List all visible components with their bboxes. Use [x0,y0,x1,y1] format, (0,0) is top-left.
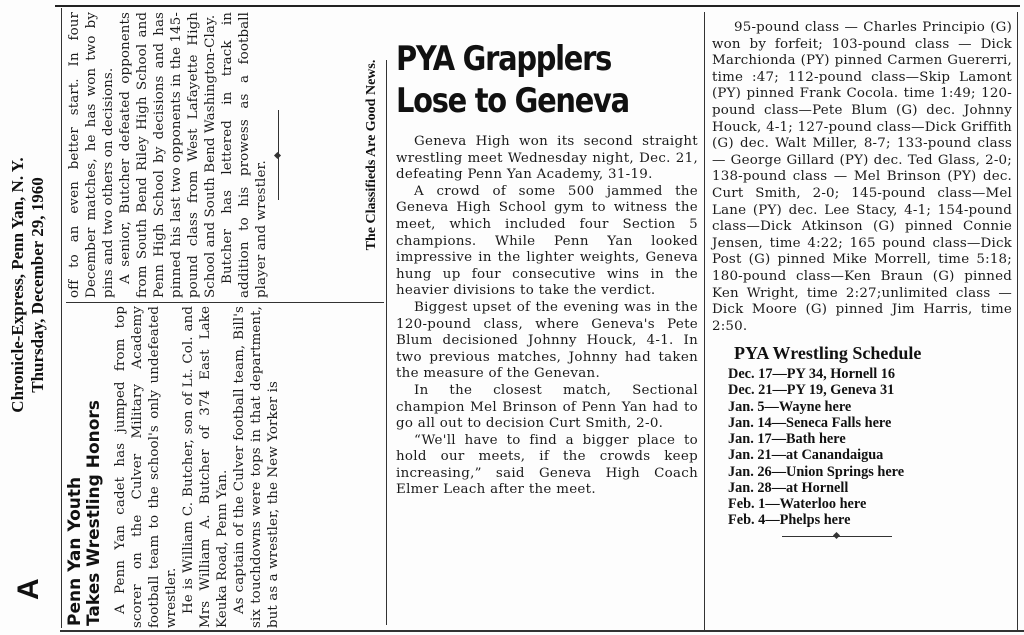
schedule-list [712,366,1012,528]
dateline-date: Thursday, December 29, 1960 [28,177,47,393]
schedule-item: Jan. 5—Wayne here [728,398,852,415]
schedule-item: Jan. 26—Union Springs here [728,463,905,480]
column-rule-dateline [61,8,62,628]
article-left-paragraph: He is William C. Butcher, son of Lt. Col. and Mrs William A. Butcher of 374 East Lake Keuka Road, Penn Yan. [181,306,230,628]
headline-line-1: Penn Yan Youth [65,476,85,626]
article-left-paragraph: Butcher has lettered in track in addition to his prowess as a football player and wrestler. [220,12,269,298]
article-left-paragraph: A Penn Yan cadet has jumped from top scorer on the Culver Military Academy football team to the school's only undefeated wrestler. [113,306,179,628]
page-letter: A [12,578,45,600]
schedule-item: Jan. 14—Seneca Falls here [728,414,892,431]
article-main-paragraph: Biggest upset of the evening was in the 120-pound class, where Geneva's Pete Blum decisioned Johnny Houck, 4-1. In two previous matches, Johnny had taken the measure of the Genevan. [396,299,698,382]
column-rule-left [386,60,387,625]
headline-line-2: Takes Wrestling Honors [84,400,104,626]
article-left-paragraph: As captain of the Culver football team, Bill's six touchdowns were tops in that department, but as a wrestler, the New Yorker is [232,306,281,628]
article-main-paragraph: “We'll have to find a bigger place to hold our meets, if the crowds keep increasing,” said Geneva High Coach Elmer Leach after the meet. [396,432,698,498]
article-left-inner-rule [66,302,384,303]
schedule-item: Dec. 17—PY 34, Hornell 16 [728,366,896,383]
article-left-paragraph: A senior, Butcher defeated opponents from South Bend Riley High School and Penn High School by decisions and has pinned his last two opponents in the 145-pound class from West Lafayette High School and South Bend Washington-Clay. [118,12,218,298]
schedule-item: Feb. 1—Waterloo here [728,495,867,512]
page-edge-rule [1017,12,1018,630]
article-main-headline [396,38,702,122]
article-left-column-1 [66,306,384,628]
article-left-headline [66,306,104,626]
article-main-paragraph: A crowd of some 500 jammed the Geneva High School gym to witness the meet, which included four Section 5 champions. While Penn Yan looked impressive in the lighter weights, Geneva hung up four consecutive wins in the heavier divisions to take the verdict. [396,183,698,299]
dateline-publication: Chronicle-Express, Penn Yan, N. Y. [8,157,27,413]
results-column [712,20,1012,537]
article-left-column-2 [66,12,384,298]
schedule-item: Jan. 21—at Canandaigua [728,447,884,464]
headline-line-2: Lose to Geneva [396,81,629,121]
headline-line-1: PYA Grapplers [396,39,612,79]
top-rule [55,5,1020,7]
schedule-title: PYA Wrestling Schedule [734,343,922,364]
article-main-paragraph: In the closest match, Sectional champion Mel Brinson of Penn Yan had to go all out to decision Curt Smith, 2-0. [396,382,698,432]
schedule-item: Jan. 17—Bath here [728,431,846,448]
column-rule-right [704,12,705,630]
article-main [396,38,698,499]
schedule-item: Jan. 28—at Hornell [728,479,849,496]
section-divider [278,110,279,200]
end-divider [782,536,892,537]
article-left-paragraph: off to an even better start. In four December matches, he has won two by pins and two others on decisions. [67,12,116,298]
schedule-item: Dec. 21—PY 19, Geneva 31 [728,382,895,399]
match-results: 95-pound class — Charles Principio (G) won by forfeit; 103-pound class — Dick Marchionda (PY) pinned Carmen Guererri, time :47; 112-pound class—Skip Lamont (PY) pinned Frank Cocola. time 1:49; 120-pound class—Pete Blum (G) dec. Johnny Houck, 4-1; 127-pound class—Dick Griffith (G) dec. Walt Miller, 8-7; 133-pound class — George Gillard (PY) dec. Ted Glass, 2-0; 138-pound class — Mel Brinson (PY) dec. Curt Smith, 2-0; 145-pound class—Mel Lane (PY) dec. Lee Stacy, 4-1; 154-pound class—Dick Atkinson (G) pinned Connie Jensen, time 4:22; 165 pound class—Dick Post (G) pinned Mike Morrell, time 5:18; 180-pound class—Ken Braun (G) pinned Ken Wright, time 2:27;unlimited class — Dick Moore (G) pinned Jim Harris, time 2:50. [712,20,1012,334]
article-main-paragraph: Geneva High won its second straight wrestling meet Wednesday night, Dec. 21, defeating Penn Yan Academy, 31-19. [396,134,698,183]
schedule-item: Feb. 4—Phelps here [728,512,851,529]
bottom-rule [60,630,1024,632]
article-penn-yan-youth [66,8,384,628]
classifieds-filler: The Classifieds Are Good News. [364,59,379,251]
dateline-strip [0,0,60,620]
dateline [8,120,48,450]
